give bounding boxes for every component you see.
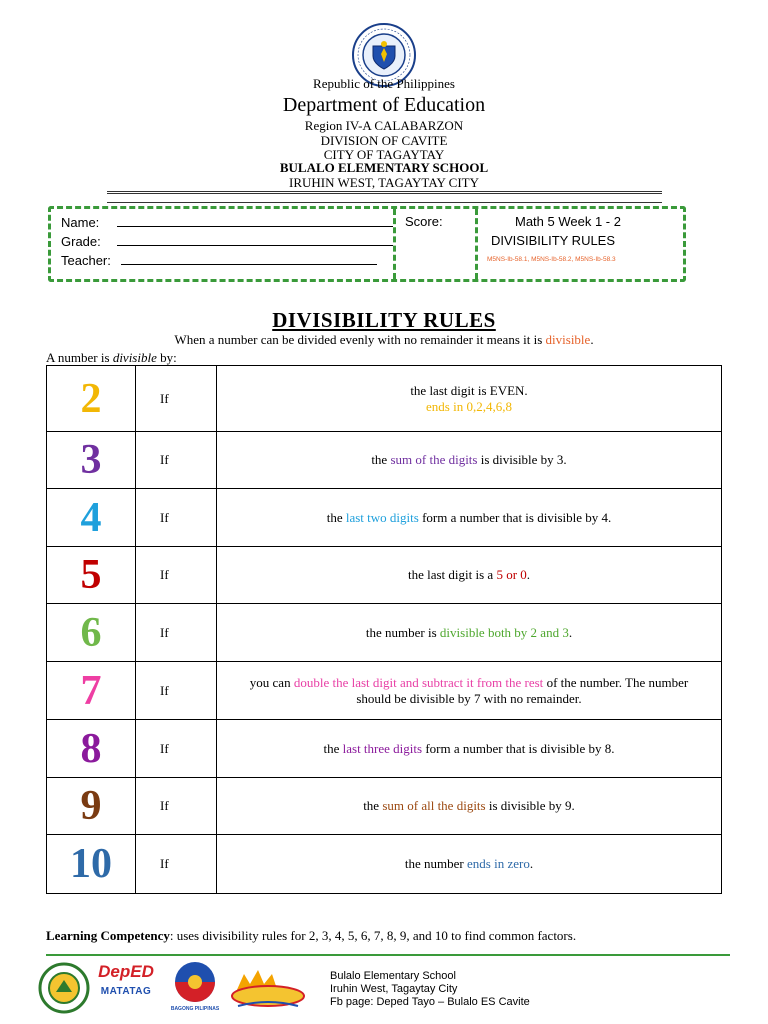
rule-text: the number xyxy=(404,856,468,871)
rule-text: of the number. The number should be divisible by 7 with no remainder. xyxy=(356,674,689,706)
footer-divider xyxy=(46,954,730,956)
rule-description xyxy=(217,720,722,778)
region-text: Region IV-A CALABARZON xyxy=(304,118,464,133)
teacher-label: Teacher: xyxy=(61,253,111,268)
deped-logo-text: DepED xyxy=(98,962,154,981)
rule-number: 6 xyxy=(47,604,136,662)
lead-post: by: xyxy=(156,350,177,365)
footer-fb-page: Fb page: Deped Tayo – Bulalo ES Cavite xyxy=(330,996,530,1008)
topic-label: DIVISIBILITY RULES xyxy=(491,233,616,248)
rule-number: 10 xyxy=(47,835,136,894)
competency-codes: M5NS-Ib-58.1, M5NS-Ib-58.2, M5NS-Ib-58.3 xyxy=(487,256,616,263)
rule-text: the number is xyxy=(365,624,440,640)
footer-school: Bulalo Elementary School xyxy=(330,970,456,982)
grade-row xyxy=(61,233,393,249)
rule-if: If xyxy=(136,778,217,835)
lead-pre: A number is xyxy=(46,350,113,365)
rule-description xyxy=(217,489,722,547)
rule-text: form a number that is divisible by 4. xyxy=(418,509,612,525)
subject-label: Math 5 Week 1 - 2 xyxy=(515,214,621,229)
deped-cavite-logo xyxy=(226,964,310,1012)
rule-if: If xyxy=(136,489,217,547)
school-name: BULALO ELEMENTARY SCHOOL xyxy=(279,160,489,175)
rule-description xyxy=(217,778,722,835)
rule-row xyxy=(47,489,722,547)
city-text: CITY OF TAGAYTAY xyxy=(323,147,445,162)
rule-row xyxy=(47,835,722,894)
rule-if: If xyxy=(136,604,217,662)
competency-text: : uses divisibility rules for 2, 3, 4, 5, 6, 7, 8, 9, and 10 to find common factors. xyxy=(169,928,577,943)
rule-highlight: last two digits xyxy=(345,509,419,525)
rule-number: 3 xyxy=(47,432,136,489)
rule-highlight: divisible both by 2 and 3 xyxy=(439,624,569,640)
rule-highlight: 5 or 0 xyxy=(496,567,527,582)
grade-label: Grade: xyxy=(61,234,101,249)
rule-text: is divisible by 3. xyxy=(477,452,567,467)
rule-highlight: double the last digit and subtract it from the rest xyxy=(293,674,544,690)
rule-if: If xyxy=(136,547,217,604)
box-divider xyxy=(475,209,478,279)
rule-description xyxy=(217,432,722,489)
rule-highlight: sum of all the digits xyxy=(382,798,486,813)
rule-highlight: last three digits xyxy=(342,740,423,756)
footer-address xyxy=(330,970,530,1009)
rule-row xyxy=(47,366,722,432)
rule-number: 7 xyxy=(47,662,136,720)
rule-highlight: ends in 0,2,4,6,8 xyxy=(426,398,512,414)
page-title: DIVISIBILITY RULES xyxy=(272,308,496,332)
rule-description xyxy=(217,604,722,662)
rule-row xyxy=(47,662,722,720)
deped-matatag-logo xyxy=(96,962,156,997)
rule-row xyxy=(47,778,722,835)
name-row xyxy=(61,214,393,230)
rule-row xyxy=(47,604,722,662)
rule-if: If xyxy=(136,662,217,720)
rule-number: 8 xyxy=(47,720,136,778)
score-label: Score: xyxy=(405,214,443,229)
rule-text: is divisible by 9. xyxy=(485,798,575,813)
rule-text: the xyxy=(323,740,343,756)
department-title: Department of Education xyxy=(282,94,486,116)
learning-competency xyxy=(46,928,576,944)
rule-text: form a number that is divisible by 8. xyxy=(422,740,615,756)
intro-end: . xyxy=(590,332,594,347)
rule-text: . xyxy=(529,856,534,871)
grade-field[interactable] xyxy=(117,233,393,246)
rule-text: the last digit is a xyxy=(407,567,497,582)
school-address: IRUHIN WEST, TAGAYTAY CITY xyxy=(288,175,480,190)
republic-text: Republic of the Philippines xyxy=(313,76,455,91)
divisibility-rules-table xyxy=(46,365,722,894)
rule-row xyxy=(47,432,722,489)
rule-text: the xyxy=(371,452,391,467)
name-label: Name: xyxy=(61,215,100,230)
rule-text: you can xyxy=(249,674,294,690)
rule-text: the xyxy=(363,798,383,813)
rule-text: . xyxy=(526,567,531,582)
rule-text: the xyxy=(326,509,346,525)
rule-if: If xyxy=(136,835,217,894)
rule-row xyxy=(47,547,722,604)
rule-description xyxy=(217,835,722,894)
matatag-logo-text: MATATAG xyxy=(100,986,152,997)
rule-if: If xyxy=(136,366,217,432)
division-text: DIVISION OF CAVITE xyxy=(320,133,448,148)
intro-body: When a number can be divided evenly with no remainder it means it is xyxy=(174,332,546,347)
rule-description xyxy=(217,547,722,604)
rule-if: If xyxy=(136,432,217,489)
rule-number: 4 xyxy=(47,489,136,547)
name-field[interactable] xyxy=(117,214,393,227)
intro-highlight: divisible xyxy=(545,332,591,347)
box-divider xyxy=(393,209,396,279)
school-seal-logo xyxy=(38,962,90,1014)
rule-row xyxy=(47,720,722,778)
bagong-pilipinas-text: BAGONG PILIPINAS xyxy=(170,1006,220,1012)
competency-label: Learning Competency xyxy=(46,928,170,943)
rule-description xyxy=(217,662,722,720)
rule-description xyxy=(217,366,722,432)
lead-text xyxy=(46,350,177,366)
rule-text: the last digit is EVEN. xyxy=(410,382,528,398)
rule-highlight: sum of the digits xyxy=(390,452,478,467)
header-divider xyxy=(107,191,662,203)
teacher-row xyxy=(61,252,377,268)
rule-number: 9 xyxy=(47,778,136,835)
student-info-box xyxy=(48,206,686,282)
rule-number: 2 xyxy=(47,366,136,432)
lead-italic: divisible xyxy=(112,350,157,365)
teacher-field[interactable] xyxy=(121,252,377,265)
intro-text xyxy=(0,332,768,348)
footer-location: Iruhin West, Tagaytay City xyxy=(330,983,458,995)
bagong-pilipinas-logo xyxy=(168,960,222,1006)
rule-text: . xyxy=(568,624,573,640)
rule-if: If xyxy=(136,720,217,778)
rule-number: 5 xyxy=(47,547,136,604)
rule-highlight: ends in zero xyxy=(467,856,530,871)
